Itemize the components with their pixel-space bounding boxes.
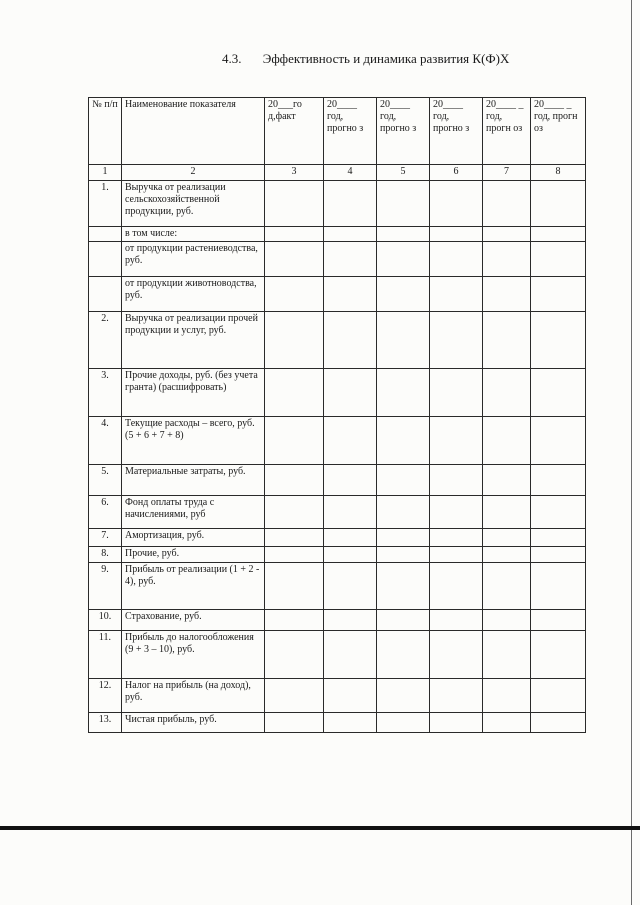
value-cell[interactable] — [324, 417, 377, 465]
value-cell[interactable] — [377, 242, 430, 277]
table-row — [89, 547, 586, 563]
value-cell[interactable] — [531, 312, 586, 369]
table-row — [89, 227, 586, 242]
value-cell[interactable] — [377, 547, 430, 563]
column-number: 8 — [531, 165, 586, 181]
value-cell[interactable] — [324, 496, 377, 529]
value-cell[interactable] — [324, 529, 377, 547]
table-row — [89, 496, 586, 529]
value-cell[interactable] — [531, 563, 586, 610]
value-cell[interactable] — [265, 631, 324, 679]
value-cell[interactable] — [531, 227, 586, 242]
value-cell[interactable] — [324, 713, 377, 733]
value-cell[interactable] — [265, 529, 324, 547]
value-cell[interactable] — [483, 679, 531, 713]
value-cell[interactable] — [483, 465, 531, 496]
value-cell[interactable] — [265, 563, 324, 610]
table-row — [89, 312, 586, 369]
value-cell[interactable] — [430, 547, 483, 563]
table-row — [89, 713, 586, 733]
indicator-name: Прибыль до налогообложения (9 + 3 – 10), руб. — [122, 631, 265, 679]
value-cell[interactable] — [265, 610, 324, 631]
indicator-name: Фонд оплаты труда с начислениями, руб — [122, 496, 265, 529]
table-row — [89, 563, 586, 610]
value-cell[interactable] — [377, 610, 430, 631]
row-number: 2. — [89, 312, 122, 369]
section-number: 4.3. — [222, 51, 242, 66]
value-cell[interactable] — [430, 227, 483, 242]
value-cell[interactable] — [324, 242, 377, 277]
value-cell[interactable] — [531, 679, 586, 713]
header-row — [89, 98, 586, 165]
value-cell[interactable] — [324, 369, 377, 417]
row-number — [89, 242, 122, 277]
indicator-name: Выручка от реализации сельскохозяйственной продукции, руб. — [122, 181, 265, 227]
row-number: 10. — [89, 610, 122, 631]
column-number: 7 — [483, 165, 531, 181]
table-row — [89, 631, 586, 679]
value-cell[interactable] — [265, 369, 324, 417]
value-cell[interactable] — [377, 713, 430, 733]
value-cell[interactable] — [430, 563, 483, 610]
row-number: 7. — [89, 529, 122, 547]
value-cell[interactable] — [483, 277, 531, 312]
value-cell[interactable] — [430, 242, 483, 277]
row-number: 12. — [89, 679, 122, 713]
value-cell[interactable] — [324, 563, 377, 610]
value-cell[interactable] — [265, 181, 324, 227]
value-cell[interactable] — [265, 242, 324, 277]
value-cell[interactable] — [265, 227, 324, 242]
value-cell[interactable] — [430, 631, 483, 679]
value-cell[interactable] — [430, 312, 483, 369]
indicator-name: от продукции животноводства, руб. — [122, 277, 265, 312]
indicator-name: Амортизация, руб. — [122, 529, 265, 547]
table-row — [89, 181, 586, 227]
value-cell[interactable] — [483, 496, 531, 529]
value-cell[interactable] — [483, 227, 531, 242]
table-body — [89, 98, 586, 733]
value-cell[interactable] — [265, 713, 324, 733]
value-cell[interactable] — [265, 277, 324, 312]
value-cell[interactable] — [377, 277, 430, 312]
value-cell[interactable] — [531, 631, 586, 679]
value-cell[interactable] — [377, 631, 430, 679]
value-cell[interactable] — [324, 277, 377, 312]
value-cell[interactable] — [531, 496, 586, 529]
value-cell[interactable] — [324, 465, 377, 496]
column-number-row — [89, 165, 586, 181]
value-cell[interactable] — [377, 465, 430, 496]
value-cell[interactable] — [531, 242, 586, 277]
value-cell[interactable] — [483, 563, 531, 610]
value-cell[interactable] — [483, 181, 531, 227]
table-row — [89, 529, 586, 547]
value-cell[interactable] — [531, 713, 586, 733]
value-cell[interactable] — [377, 369, 430, 417]
indicator-name: Текущие расходы – всего, руб. (5 + 6 + 7 + 8) — [122, 417, 265, 465]
value-cell[interactable] — [265, 547, 324, 563]
table-row — [89, 277, 586, 312]
row-number: 1. — [89, 181, 122, 227]
value-cell[interactable] — [265, 496, 324, 529]
row-number: 6. — [89, 496, 122, 529]
value-cell[interactable] — [377, 679, 430, 713]
column-number: 3 — [265, 165, 324, 181]
value-cell[interactable] — [430, 679, 483, 713]
value-cell[interactable] — [531, 181, 586, 227]
row-number: 11. — [89, 631, 122, 679]
value-cell[interactable] — [324, 227, 377, 242]
value-cell[interactable] — [430, 496, 483, 529]
value-cell[interactable] — [265, 679, 324, 713]
column-number: 6 — [430, 165, 483, 181]
column-header: 20___го д,факт — [265, 98, 324, 165]
value-cell[interactable] — [430, 417, 483, 465]
row-number: 9. — [89, 563, 122, 610]
table-row — [89, 679, 586, 713]
column-header: 20____ год, прогно з — [430, 98, 483, 165]
row-number — [89, 227, 122, 242]
value-cell[interactable] — [531, 547, 586, 563]
value-cell[interactable] — [430, 369, 483, 417]
value-cell[interactable] — [483, 610, 531, 631]
value-cell[interactable] — [265, 465, 324, 496]
page-bottom-rule — [0, 826, 640, 830]
value-cell[interactable] — [377, 529, 430, 547]
table-row — [89, 417, 586, 465]
value-cell[interactable] — [430, 529, 483, 547]
value-cell[interactable] — [377, 312, 430, 369]
value-cell[interactable] — [430, 713, 483, 733]
value-cell[interactable] — [531, 277, 586, 312]
page-edge-line — [631, 0, 632, 905]
performance-table — [88, 97, 586, 733]
column-number: 2 — [122, 165, 265, 181]
section-title — [222, 51, 509, 67]
value-cell[interactable] — [531, 417, 586, 465]
value-cell[interactable] — [430, 181, 483, 227]
column-number: 1 — [89, 165, 122, 181]
column-header: 20____ год, прогно з — [377, 98, 430, 165]
column-header: 20____ _ год, прогн оз — [531, 98, 586, 165]
value-cell[interactable] — [377, 227, 430, 242]
column-header: 20____ _ год, прогн оз — [483, 98, 531, 165]
table-row — [89, 242, 586, 277]
row-number: 8. — [89, 547, 122, 563]
row-number: 5. — [89, 465, 122, 496]
indicator-name: Чистая прибыль, руб. — [122, 713, 265, 733]
section-title-text: Эффективность и динамика развития К(Ф)Х — [262, 51, 510, 66]
column-number: 5 — [377, 165, 430, 181]
indicator-name: в том числе: — [122, 227, 265, 242]
column-header: № п/п — [89, 98, 122, 165]
value-cell[interactable] — [531, 610, 586, 631]
value-cell[interactable] — [483, 242, 531, 277]
indicator-name: Страхование, руб. — [122, 610, 265, 631]
column-number: 4 — [324, 165, 377, 181]
value-cell[interactable] — [324, 679, 377, 713]
indicator-name: Налог на прибыль (на доход), руб. — [122, 679, 265, 713]
table-row — [89, 610, 586, 631]
value-cell[interactable] — [324, 312, 377, 369]
indicator-name: Выручка от реализации прочей продукции и услуг, руб. — [122, 312, 265, 369]
row-number: 4. — [89, 417, 122, 465]
row-number: 13. — [89, 713, 122, 733]
value-cell[interactable] — [377, 496, 430, 529]
column-header: 20____ год, прогно з — [324, 98, 377, 165]
value-cell[interactable] — [430, 277, 483, 312]
value-cell[interactable] — [531, 465, 586, 496]
indicator-name: Прибыль от реализации (1 + 2 - 4), руб. — [122, 563, 265, 610]
indicator-name: Прочие доходы, руб. (без учета гранта) (расшифровать) — [122, 369, 265, 417]
column-header: Наименование показателя — [122, 98, 265, 165]
value-cell[interactable] — [483, 417, 531, 465]
value-cell[interactable] — [265, 417, 324, 465]
value-cell[interactable] — [483, 547, 531, 563]
value-cell[interactable] — [265, 312, 324, 369]
value-cell[interactable] — [377, 417, 430, 465]
value-cell[interactable] — [483, 529, 531, 547]
value-cell[interactable] — [430, 465, 483, 496]
value-cell[interactable] — [324, 631, 377, 679]
value-cell[interactable] — [483, 713, 531, 733]
table-row — [89, 369, 586, 417]
value-cell[interactable] — [483, 631, 531, 679]
table-row — [89, 465, 586, 496]
value-cell[interactable] — [531, 529, 586, 547]
row-number: 3. — [89, 369, 122, 417]
indicator-name: Материальные затраты, руб. — [122, 465, 265, 496]
value-cell[interactable] — [324, 181, 377, 227]
value-cell[interactable] — [324, 547, 377, 563]
indicator-name: от продукции растениеводства, руб. — [122, 242, 265, 277]
value-cell[interactable] — [377, 181, 430, 227]
value-cell[interactable] — [483, 369, 531, 417]
row-number — [89, 277, 122, 312]
indicator-name: Прочие, руб. — [122, 547, 265, 563]
value-cell[interactable] — [430, 610, 483, 631]
value-cell[interactable] — [324, 610, 377, 631]
value-cell[interactable] — [483, 312, 531, 369]
value-cell[interactable] — [531, 369, 586, 417]
value-cell[interactable] — [377, 563, 430, 610]
